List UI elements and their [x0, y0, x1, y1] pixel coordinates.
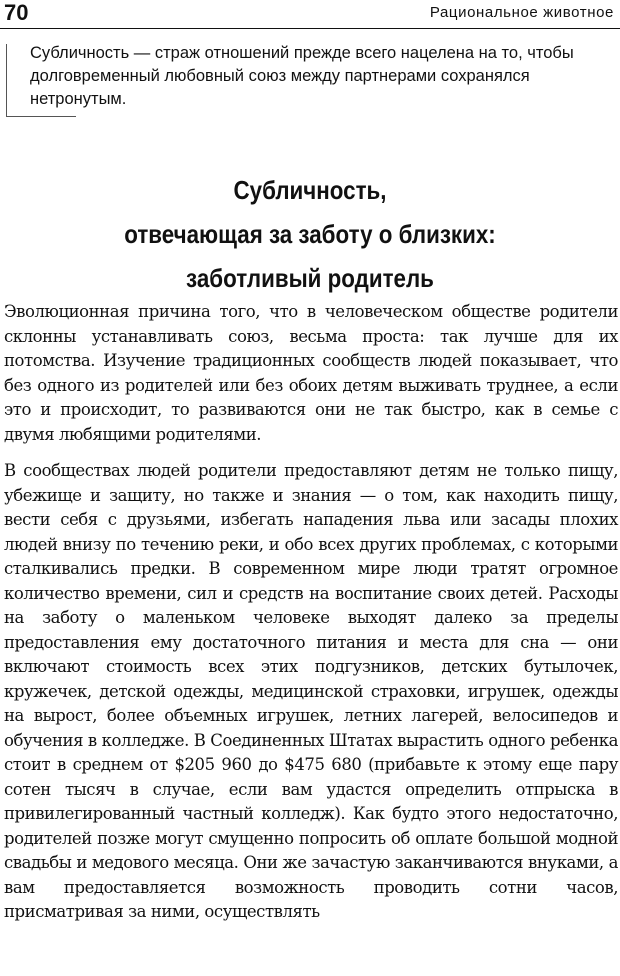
callout-box — [6, 40, 600, 122]
body-text — [4, 300, 618, 925]
page-number: 70 — [4, 0, 29, 25]
callout-left-rule — [6, 44, 7, 116]
section-heading-line: отвечающая за заботу о близких: — [124, 219, 496, 249]
paragraph: В сообществах людей родители предоставляют детям не только пищу, убежище и защиту, но также и знания — о том, как находить пищу, вести себя с друзьями, избегать нападения льва или засады плохих людей внизу по течению реки, и обо всех других проблемах, с которыми сталкивались предки. В современном мире люди тратят огромное количество времени, сил и средств на воспитание своих детей. Расходы на заботу о маленьком человеке выходят далеко за пределы предоставления ему достаточного питания и места для сна — они включают стоимость всех этих подгузников, детских бутылочек, кружечек, детской одежды, медицинской страховки, игрушек, одежды на вырост, более объемных игрушек, летних лагерей, велосипедов и обучения в колледже. В Соединенных Штатах вырастить одного ребенка стоит в среднем от $205 960 до $475 680 (прибавьте к этому еще пару сотен тысяч в случае, если вам удастся определить отпрыска в привилегированный частный колледж). Как будто этого недостаточно, родителей позже могут смущенно попросить об оплате большой модной свадьбы и медового месяца. Они же зачастую заканчиваются внуками, а вам предоставляется возможность проводить сотни часов, присматривая за ними, осуществлять — [4, 461, 618, 921]
running-title: Рациональное животное — [429, 4, 614, 21]
callout-bottom-rule — [6, 116, 76, 117]
section-heading-line: Субличность, — [233, 175, 387, 205]
paragraph: Эволюционная причина того, что в человеческом обществе родители склонны устанавливать союз, весьма проста: так лучше для их потомства. Изучение традиционных сообществ людей показывает, что без одного из родителей или без обоих детям выживать труднее, а если это и происходит, то развиваются они не так быстро, как в семье с двумя любящими родителями. — [4, 302, 618, 444]
page-header — [0, 0, 620, 29]
section-heading-line: заботливый родитель — [186, 263, 434, 293]
section-heading — [43, 168, 576, 300]
callout-text: Субличность — страж отношений прежде всего нацелена на то, чтобы долговременный любовный союз между партнерами сохранялся нетронутым. — [30, 44, 574, 108]
